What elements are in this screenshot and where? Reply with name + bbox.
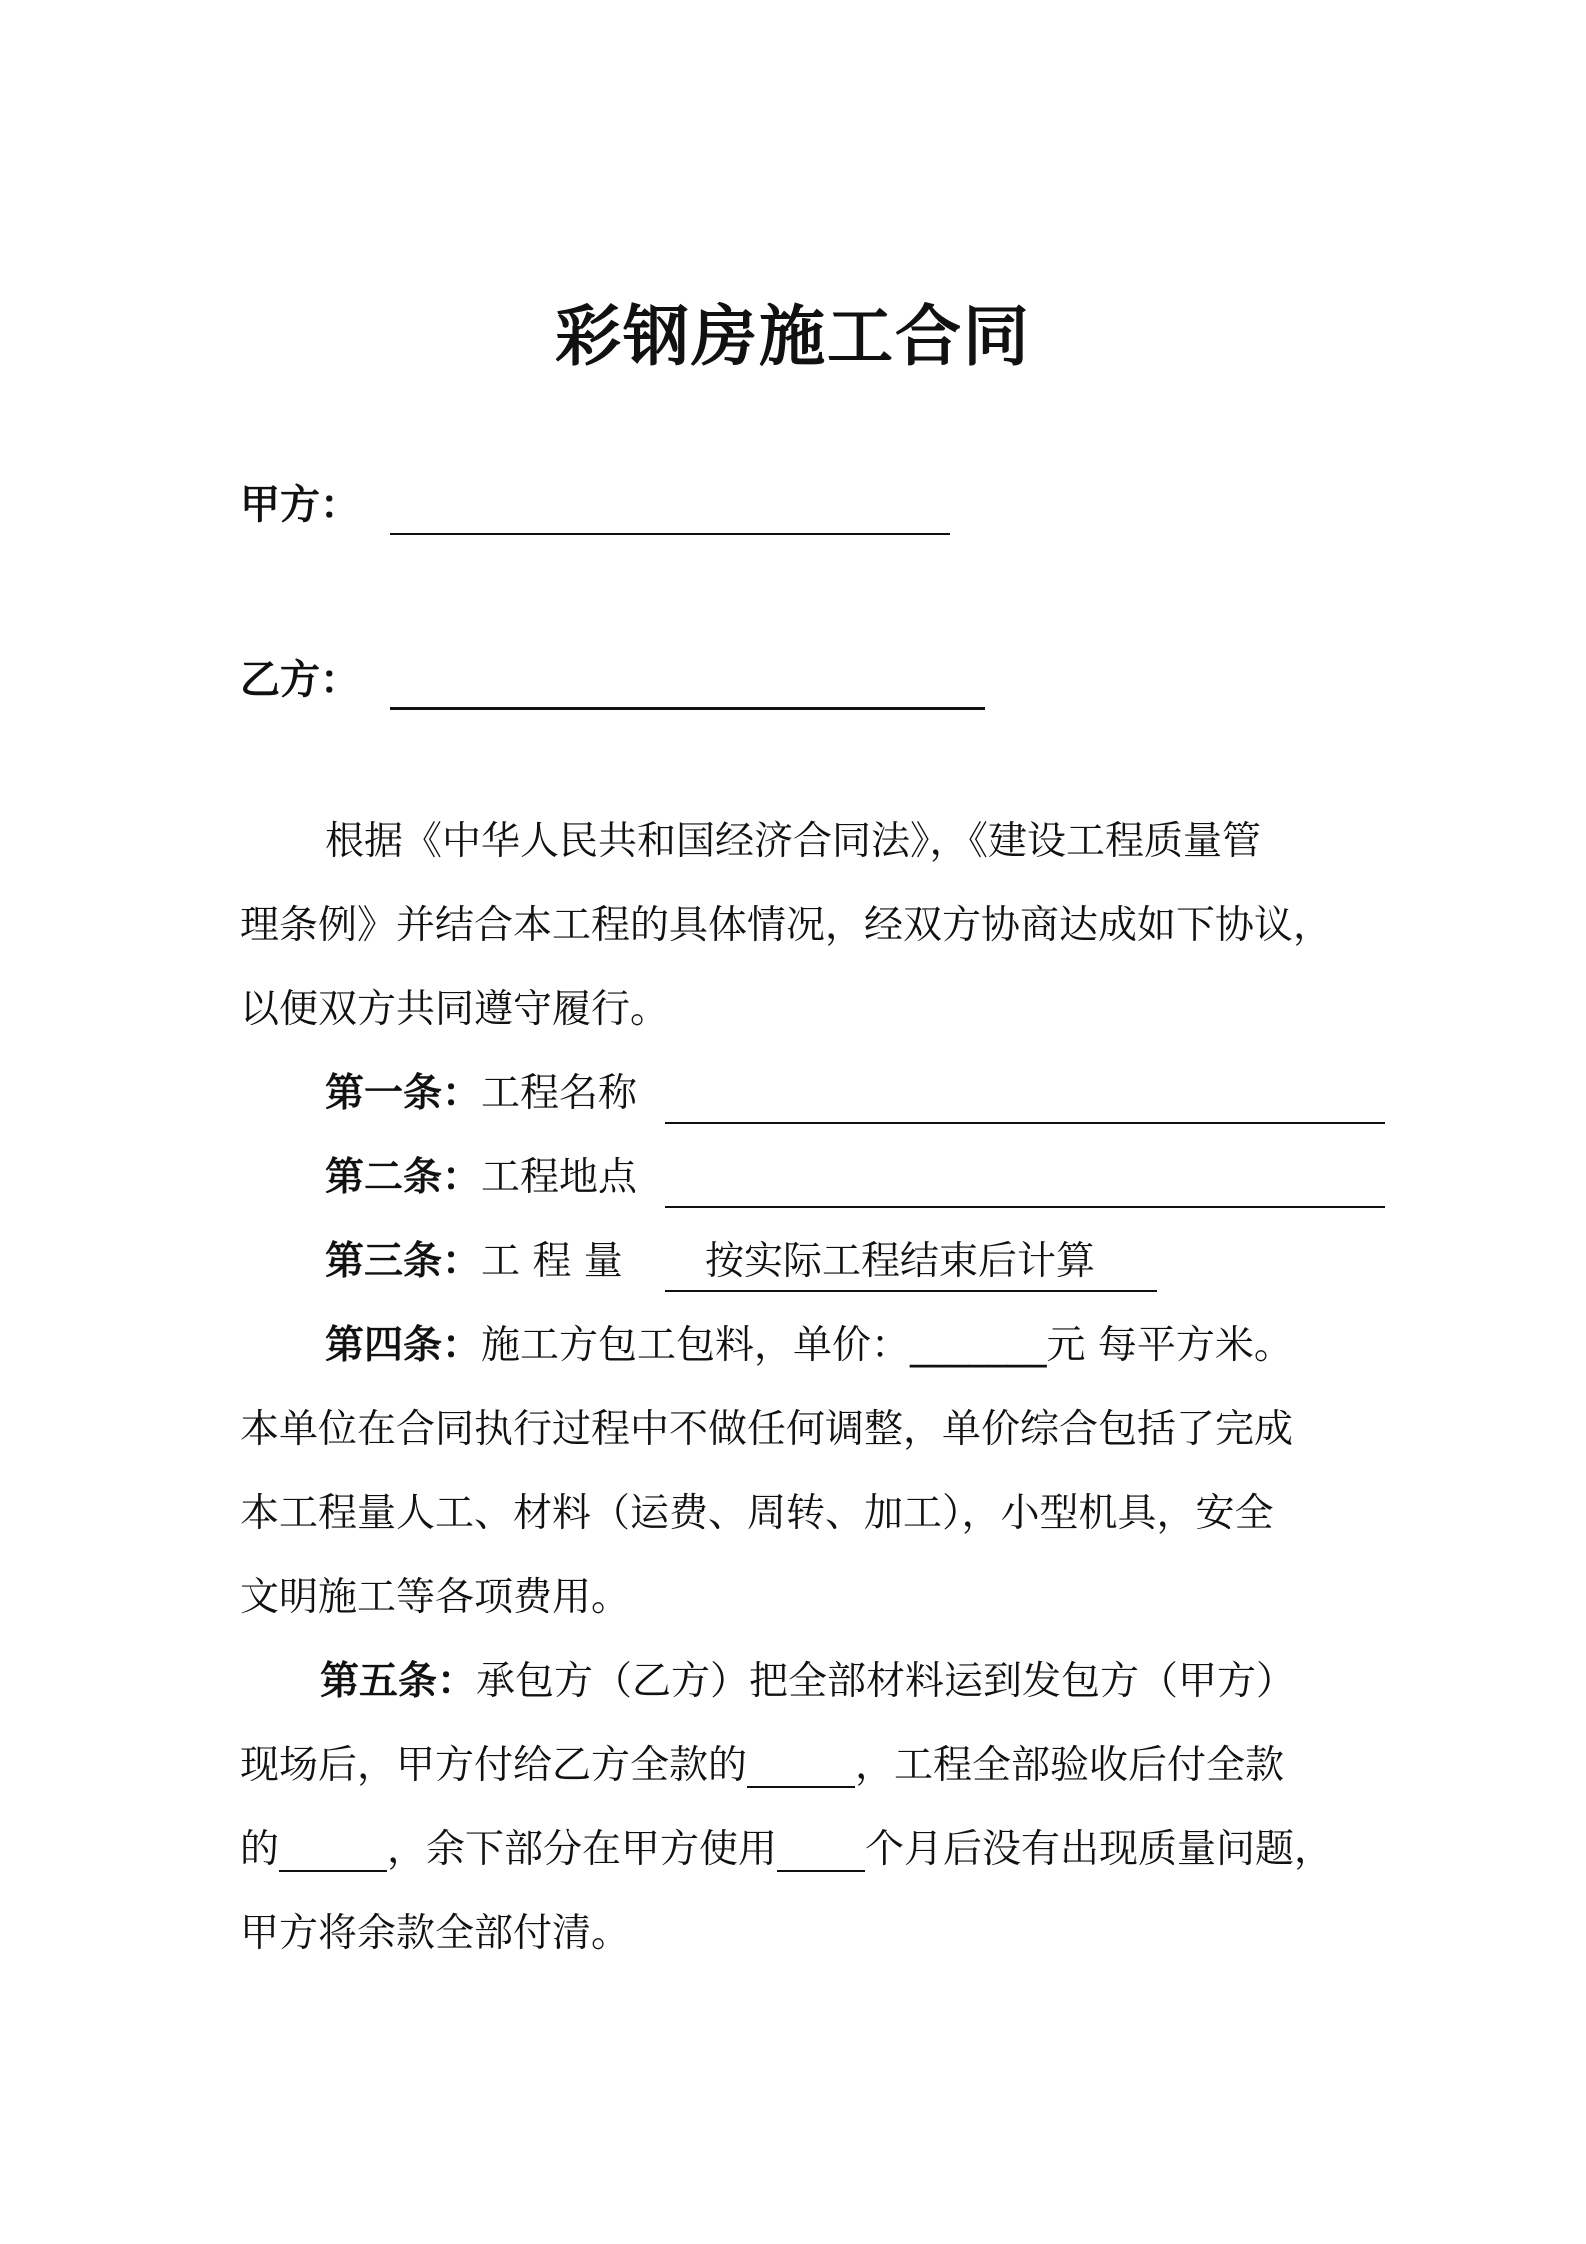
- article-5-line-3c: 个月后没有出现质量问题，: [865, 1827, 1334, 1872]
- party-a-blank[interactable]: [390, 489, 950, 535]
- article-4-line-4: 文明施工等各项费用。: [240, 1575, 631, 1620]
- second-payment-percent-blank[interactable]: [279, 1808, 387, 1872]
- party-b-label: 乙方：: [240, 657, 360, 703]
- document-title: 彩钢房施工合同: [555, 298, 1031, 375]
- article-5-line-2a: 现场后，甲方付给乙方全款的: [240, 1743, 748, 1788]
- party-b-row: [240, 650, 985, 710]
- article-1: [325, 1052, 637, 1136]
- article-3-text: 工 程 量: [481, 1239, 623, 1284]
- article-4-line-3: 本工程量人工、材料（运费、周转、加工），小型机具，安全: [240, 1491, 1274, 1536]
- article-2-blank[interactable]: [665, 1206, 1385, 1208]
- article-5-label: 第五条：: [320, 1659, 477, 1704]
- article-2-text: 工程地点: [481, 1155, 638, 1200]
- article-5-line-2b: ，工程全部验收后付全款: [855, 1743, 1285, 1788]
- article-3-value: 按实际工程结束后计算: [705, 1239, 1096, 1284]
- article-5: [320, 1640, 1295, 1724]
- party-a-label: 甲方：: [240, 482, 360, 528]
- article-3: [325, 1220, 623, 1304]
- article-3-label: 第三条：: [325, 1239, 482, 1284]
- intro-line-2: 理条例》并结合本工程的具体情况，经双方协商达成如下协议，: [240, 903, 1333, 948]
- article-4-line-2: 本单位在合同执行过程中不做任何调整，单价综合包括了完成: [240, 1407, 1294, 1452]
- party-a-row: [240, 475, 950, 535]
- article-5-line-3: [240, 1808, 1333, 1892]
- article-4: [325, 1304, 1293, 1388]
- first-payment-percent-blank[interactable]: [747, 1724, 855, 1788]
- intro-line-1: 根据《中华人民共和国经济合同法》，《建设工程质量管: [325, 819, 1262, 864]
- warranty-months-blank[interactable]: [777, 1808, 865, 1872]
- article-5-line-4: 甲方将余款全部付清。: [240, 1911, 631, 1956]
- article-4-text: 施工方包工包料，单价：_______元 每平方米。: [481, 1323, 1293, 1368]
- article-5-line-3b: ，余下部分在甲方使用: [387, 1827, 778, 1872]
- article-1-text: 工程名称: [481, 1071, 638, 1116]
- article-3-underline: [665, 1290, 1157, 1292]
- article-5-line-3a: 的: [240, 1827, 280, 1872]
- article-1-label: 第一条：: [325, 1071, 482, 1116]
- article-5-line-2: [240, 1724, 1284, 1808]
- article-2: [325, 1136, 637, 1220]
- party-b-blank[interactable]: [390, 663, 985, 710]
- article-1-blank[interactable]: [665, 1122, 1385, 1124]
- article-2-label: 第二条：: [325, 1155, 482, 1200]
- intro-line-3: 以便双方共同遵守履行。: [240, 987, 670, 1032]
- article-4-label: 第四条：: [325, 1323, 482, 1368]
- article-5-text: 承包方（乙方）把全部材料运到发包方（甲方）: [476, 1659, 1296, 1704]
